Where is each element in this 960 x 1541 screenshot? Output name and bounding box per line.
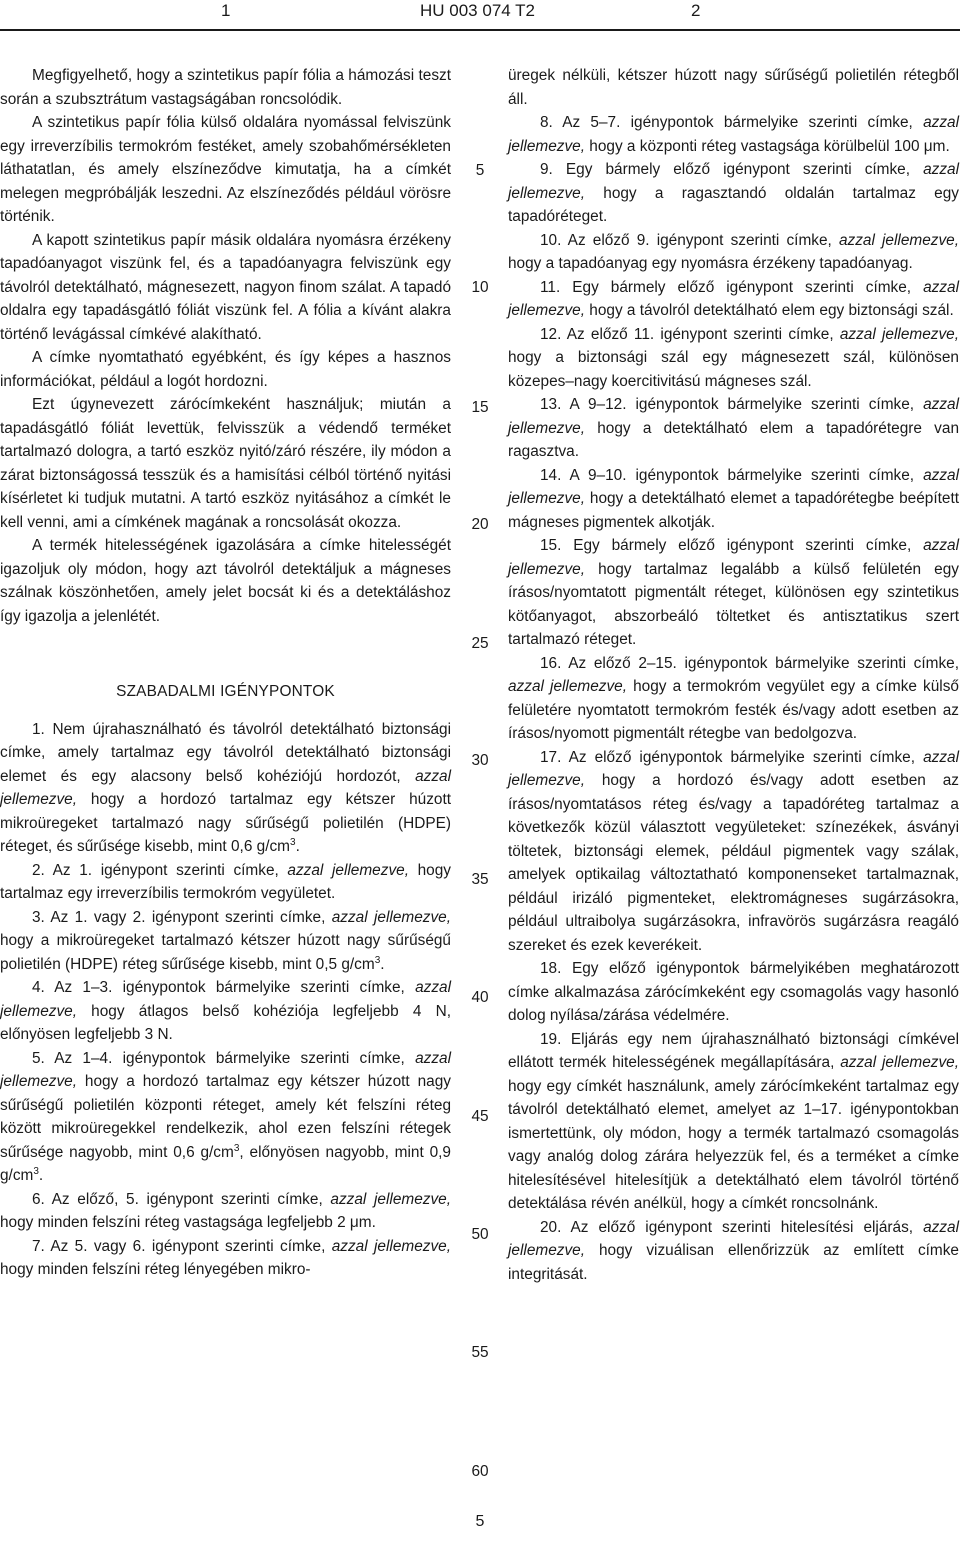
claim-3: 3. Az 1. vagy 2. igénypont szerinti címke, azzal jellemezve, hogy a mikroüregeket tartalmazó kétszer húzott nagy sűrűségű polietilén (HDPE) réteg sűrűsége kisebb, mint 0,5 $g/cm^3$.	[0, 908, 451, 973]
claim-14: 14. A 9–10. igénypontok bármelyike szerinti címke, azzal jellemezve, hogy a detektálható elemet a tapadórétegbe beépített mágneses pigmentek alkotják.	[508, 466, 959, 531]
claim-11: 11. Egy bármely előző igénypont szerinti címke, azzal jellemezve, hogy a távolról detektálható elem egy biztonsági szál.	[508, 278, 959, 319]
claim-7-continued: üregek nélküli, kétszer húzott nagy sűrűségű polietilén rétegből áll.	[508, 67, 959, 108]
claim-12: 12. Az előző 11. igénypont szerinti címke, azzal jellemezve, hogy a biztonsági szál egy mágnesezett szál, különösen közepes–nagy koercitivitású mágneses szál.	[508, 325, 959, 390]
claim-13: 13. A 9–12. igénypontok bármelyike szerinti címke, azzal jellemezve, hogy a detektálható elem a tapadórétegre van ragasztva.	[508, 396, 959, 460]
line-number: 60	[471, 1463, 489, 1480]
claim-7: 7. Az 5. vagy 6. igénypont szerinti címke, azzal jellemezve, hogy minden felszíni réteg lényegében mikro-	[0, 1237, 451, 1278]
left-column	[0, 64, 451, 1282]
paragraph-adhesive: A kapott szintetikus papír másik oldalára nyomásra érzékeny tapadóanyagot viszünk fel, és a tapadóanyagra felviszünk egy távolról detektálható, mágnesezett, nagyon finom szálat. A tapadó oldalra egy tapadásgátló fóliát viszünk fel. A fólia a kívánt alakra történő levágással címkévé alakítható.	[0, 231, 451, 343]
paragraph-printable: A címke nyomtatható egyébként, és így képes a hasznos információkat, például a logót hordozni.	[0, 349, 451, 390]
line-number: 35	[471, 871, 489, 888]
right-page-number: 2	[691, 1, 701, 20]
claim-10: 10. Az előző 9. igénypont szerinti címke, azzal jellemezve, hogy a tapadóanyag egy nyomásra érzékeny tapadóanyag.	[508, 231, 959, 272]
claim-15: 15. Egy bármely előző igénypont szerinti címke, azzal jellemezve, hogy tartalmaz legalább a külső felületén egy írásos/nyomtatott pigmentált réteget, különösen egy szintetikus kötőanyagot, abszorbeáló töltetket és antisztatikus szert tartalmazó réteget.	[508, 537, 959, 648]
right-column	[508, 64, 959, 1286]
line-number: 30	[471, 752, 489, 769]
claim-4: 4. Az 1–3. igénypontok bármelyike szerinti címke, azzal jellemezve, hogy átlagos belső kohéziója legfeljebb 4 N, előnyösen legfeljebb 3 N.	[0, 979, 451, 1043]
claim-20: 20. Az előző igénypont szerinti hitelesítési eljárás, azzal jellemezve, hogy vizuálisan ellenőrizzük az említett címke integritását.	[508, 1218, 959, 1283]
footer-page-number: 5	[475, 1513, 485, 1530]
paragraph-thermochrome: A szintetikus papír fólia külső oldalára nyomással felviszünk egy irreverzíbilis termokróm festéket, amely szobahőmérsékleten láthatatlan, és amely elszíneződve kimutatja, ha a címkét melegen megpróbálják leszedni. Az elszíneződés például vörösre történik.	[0, 114, 451, 225]
paragraph-authentication: A termék hitelességének igazolására a címke hitelességét igazoljuk oly módon, hogy azt távolról detektáljuk a mágneses szálnak köszönhetően, amely jelet bocsát ki és a detektáláshoz így igazolja a jelenlétét.	[0, 537, 451, 625]
claim-17: 17. Az előző igénypontok bármelyike szerinti címke, azzal jellemezve, hogy a hordozó és/vagy adott esetben az írásos/nyomtatásos réteg és/vagy a tapadóréteg tartalmaz a következők közül választott vegyületeket: színezékek, ásványi töltetek, biztonsági elemek, például pigmentek vagy szálak, amelyek optikailag változtatható komponenseket tartalmaznak, például irizáló pigmenteket, elektromágneses sugárzásokra, például ultraibolya sugárzásokra, infravörös sugárzásra reagáló szereket és ezek keverékeit.	[508, 748, 959, 954]
line-number: 40	[471, 989, 489, 1006]
claim-2: 2. Az 1. igénypont szerinti címke, azzal jellemezve, hogy tartalmaz egy irreverzíbilis termokróm vegyületet.	[0, 861, 451, 902]
claim-19: 19. Eljárás egy nem újrahasználható biztonsági címkével ellátott termék hitelességének megállapítására, azzal jellemezve, hogy egy címkét használunk, amely zárócímkeként tartalmaz egy távolról detektálható elemet, amelyet az 1–17. igénypontokban ismertettünk, oly módon, hogy a termék tartalmazó csomagolás vagy analóg dolog zárára helyezzük fel, és a terméket a címke hitelesítésével hitelesítjük a detektálható elem távolról történő detektálása révén anélkül, hogy a címkét roncsolnánk.	[508, 1030, 959, 1212]
claim-6: 6. Az előző, 5. igénypont szerinti címke, azzal jellemezve, hogy minden felszíni réteg vastagsága legfeljebb 2 μm.	[0, 1190, 451, 1231]
claim-9: 9. Egy bármely előző igénypont szerinti címke, azzal jellemezve, hogy a ragasztandó oldalán tartalmaz egy tapadóréteget.	[508, 161, 959, 225]
paragraph-peel-test: Megfigyelhető, hogy a szintetikus papír fólia a hámozási teszt során a szubsztrátum vastagságában roncsolódik.	[0, 67, 451, 108]
line-number: 50	[471, 1226, 489, 1243]
page-header	[0, 0, 960, 40]
header-rule	[0, 29, 960, 31]
line-number: 25	[471, 635, 489, 652]
document-number: HU 003 074 T2	[420, 1, 535, 20]
claim-1: 1. Nem újrahasználható és távolról detektálható biztonsági címke, amely tartalmaz egy távolról detektálható biztonsági elemet és egy alacsony belső kohéziójú hordozót, azzal jellemezve, hogy a hordozó tartalmaz egy kétszer húzott mikroüregeket tartalmazó nagy sűrűségű polietilén (HDPE) réteget, és sűrűsége kisebb, mint 0,6 $g/cm^3$.	[0, 720, 451, 855]
claim-18: 18. Egy előző igénypontok bármelyikében meghatározott címke alkalmazása zárócímkeként egy csomagolás vagy hasonló dolog nyílása/zárása védelmére.	[508, 960, 959, 1024]
line-number: 20	[471, 516, 489, 533]
line-number: 15	[471, 399, 489, 416]
line-number: 45	[471, 1108, 489, 1125]
line-number: 10	[471, 279, 489, 296]
claim-5: 5. Az 1–4. igénypontok bármelyike szerinti címke, azzal jellemezve, hogy a hordozó tartalmaz egy kétszer húzott nagy sűrűségű polietilén központi réteget, amely két felszíni réteg között mikroüregekkel rendelkezik, ahol ezen felszíni rétegek sűrűsége nagyobb, mint 0,6 $g/cm^3$, előnyösen nagyobb, mint 0,9 $g/cm^3$.	[0, 1049, 451, 1184]
claim-16: 16. Az előző 2–15. igénypontok bármelyike szerinti címke, azzal jellemezve, hogy a termokróm vegyület egy a címke külső felületére nyomtatott termokróm festék és/vagy adott esetben az írásos/nyomott pigmentált rétegbe van bedolgozva.	[508, 654, 959, 742]
left-page-number: 1	[221, 1, 231, 20]
claims-heading: SZABADALMI IGÉNYPONTOK	[116, 683, 335, 700]
claim-8: 8. Az 5–7. igénypontok bármelyike szerinti címke, azzal jellemezve, hogy a központi réteg vastagsága körülbelül 100 μm.	[508, 114, 959, 155]
line-number: 55	[471, 1344, 489, 1361]
paragraph-closure-label: Ezt úgynevezett zárócímkeként használjuk; miután a tapadásgátló fóliát levettük, felvisszük a védendő terméket tartalmazó dologra, a tartó eszköz nyitó/záró részére, ily módon a zárat biztonságossá tesszük és a hamisítási célból történő nyitási kísérletet ki tudjuk mutatni. A tartó eszköz nyitásához a címkét le kell venni, ami a címkének magának a roncsolását okozza.	[0, 396, 451, 531]
line-number: 5	[475, 162, 485, 179]
